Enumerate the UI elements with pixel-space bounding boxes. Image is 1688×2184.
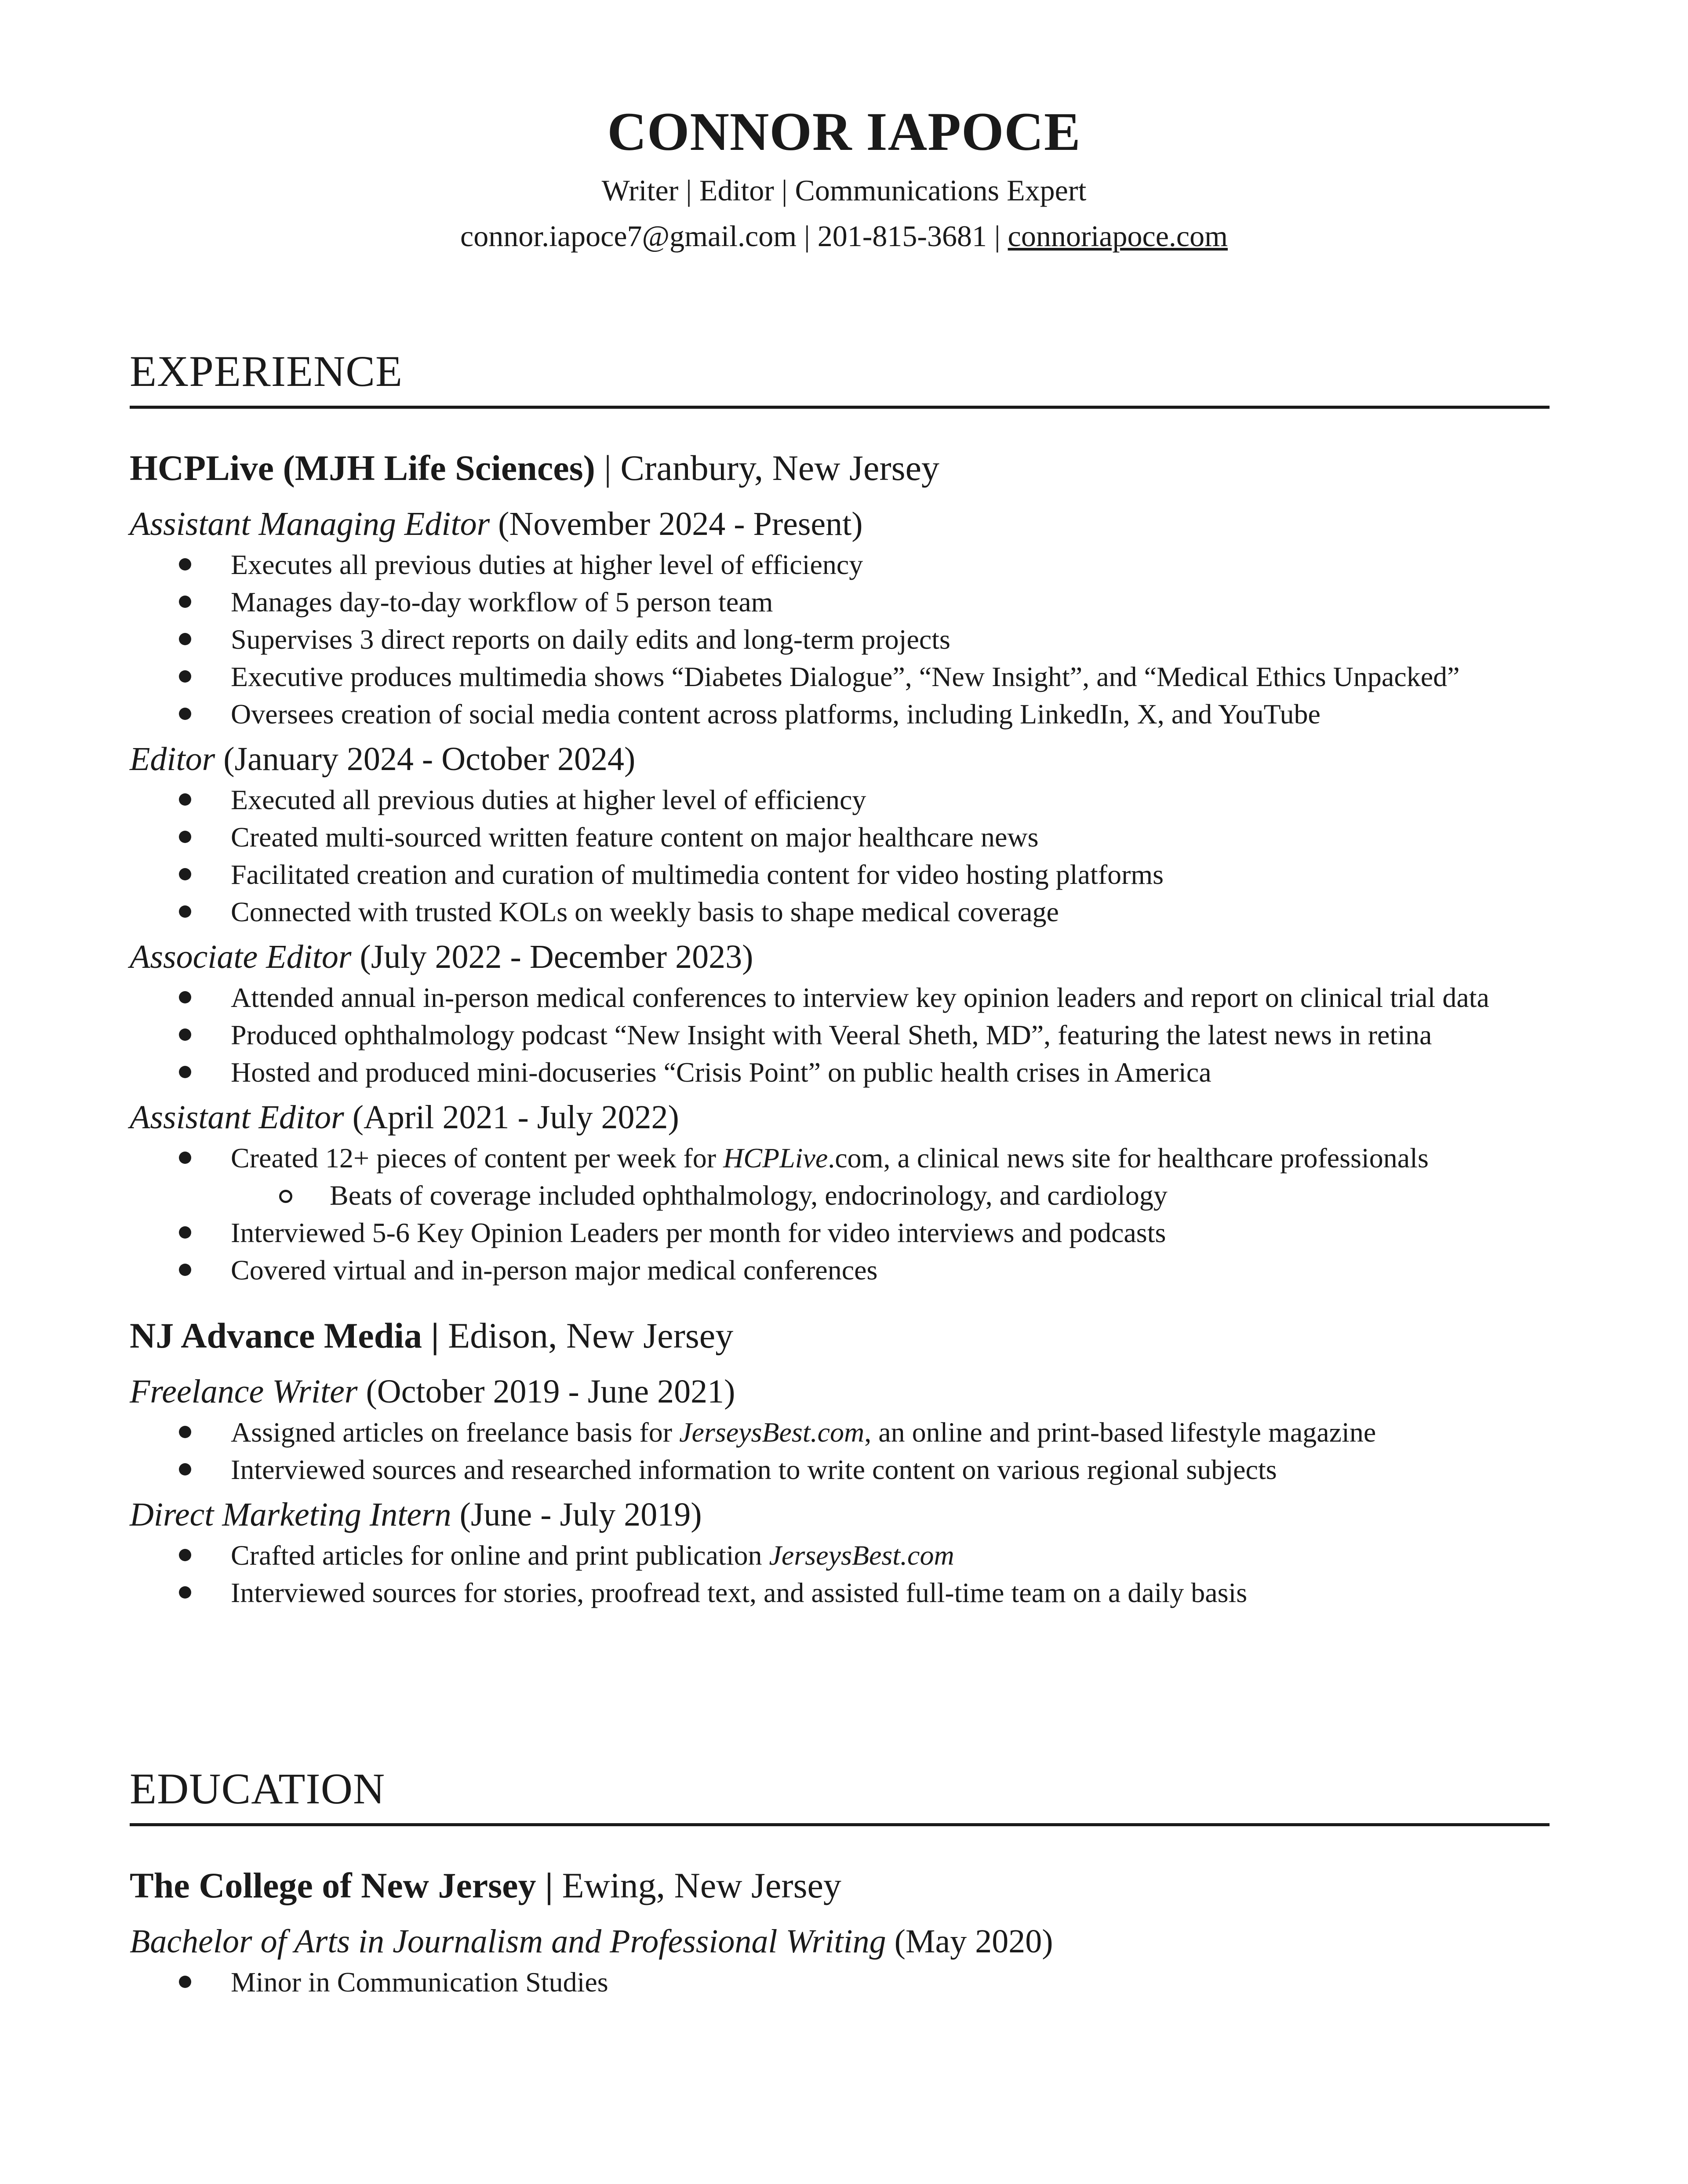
bullet-list	[130, 781, 1550, 930]
bullet-icon	[179, 831, 191, 843]
degree-heading	[130, 1919, 1550, 1963]
email-text: connor.iapoce7@gmail.com	[460, 219, 797, 253]
bullet-icon	[179, 1426, 191, 1438]
bullet-text: Connected with trusted KOLs on weekly basis to shape medical coverage	[231, 896, 1059, 927]
bullet-icon	[179, 708, 191, 720]
list-item	[130, 1537, 1550, 1574]
bullet-text: Beats of coverage included ophthalmology, endocrinology, and cardiology	[330, 1180, 1168, 1211]
list-item	[130, 856, 1550, 893]
list-item	[130, 1451, 1550, 1488]
bullet-text: Created 12+ pieces of content per week for	[231, 1142, 724, 1174]
bullet-icon	[179, 868, 191, 880]
list-item	[130, 1574, 1550, 1611]
bullet-text: Hosted and produced mini-docuseries “Crisis Point” on public health crises in America	[231, 1057, 1211, 1088]
bullet-text: , an online and print-based lifestyle magazine	[864, 1417, 1376, 1448]
bullet-icon	[179, 558, 191, 571]
list-item	[130, 893, 1550, 930]
school-heading	[130, 1861, 1550, 1910]
list-item	[130, 1054, 1550, 1091]
contact-separator: |	[797, 219, 818, 253]
bullet-text: .com, a clinical news site for healthcare professionals	[828, 1142, 1429, 1174]
bullet-text: Minor in Communication Studies	[231, 1966, 608, 1998]
role-heading	[130, 1095, 1550, 1139]
hollow-bullet-icon	[279, 1190, 292, 1203]
bullet-text: Executive produces multimedia shows “Diabetes Dialogue”, “New Insight”, and “Medical Ethics Unpacked”	[231, 661, 1460, 692]
bullet-icon	[179, 991, 191, 1003]
experience-section	[130, 345, 1550, 1611]
bullet-icon	[179, 905, 191, 918]
tagline: Writer | Editor | Communications Expert	[601, 174, 1087, 207]
bullet-text: Executes all previous duties at higher level of efficiency	[231, 549, 863, 580]
phone-text: 201-815-3681	[817, 219, 987, 253]
section-divider	[130, 406, 1550, 409]
bullet-icon	[179, 1549, 191, 1561]
bullet-icon	[179, 1976, 191, 1988]
org-location: Edison, New Jersey	[439, 1315, 734, 1355]
list-item	[130, 818, 1550, 856]
contact-separator: |	[987, 219, 1008, 253]
list-item	[130, 1139, 1550, 1177]
role-title: Assistant Managing Editor	[130, 505, 490, 542]
list-item	[130, 1414, 1550, 1451]
role-title: Freelance Writer	[130, 1373, 358, 1410]
bullet-list	[130, 1963, 1550, 2001]
bullet-text: Executed all previous duties at higher level of efficiency	[231, 784, 866, 815]
role-title: Editor	[130, 741, 215, 778]
bullet-text: Created multi-sourced written feature content on major healthcare news	[231, 821, 1039, 853]
bullet-text: Assigned articles on freelance basis for	[231, 1417, 680, 1448]
list-item	[130, 583, 1550, 621]
bullet-icon	[179, 1152, 191, 1164]
bullet-list	[130, 546, 1550, 733]
org-location: | Cranbury, New Jersey	[595, 448, 939, 488]
bullet-list	[130, 1537, 1550, 1611]
publication-name: JerseysBest.com	[679, 1417, 865, 1448]
role-heading	[130, 1493, 1550, 1537]
org-heading	[130, 1312, 1550, 1360]
role-dates: (January 2024 - October 2024)	[215, 741, 636, 778]
school-location: Ewing, New Jersey	[553, 1865, 841, 1905]
bullet-list	[130, 1139, 1550, 1289]
role-dates: (October 2019 - June 2021)	[357, 1373, 735, 1410]
section-title: EDUCATION	[130, 1764, 386, 1813]
bullet-text: Interviewed 5-6 Key Opinion Leaders per month for video interviews and podcasts	[231, 1217, 1166, 1248]
bullet-text: Interviewed sources for stories, proofread text, and assisted full-time team on a daily basis	[231, 1577, 1248, 1608]
role-heading	[130, 935, 1550, 979]
bullet-icon	[179, 596, 191, 608]
bullet-icon	[179, 1226, 191, 1239]
bullet-text: Supervises 3 direct reports on daily edits and long-term projects	[231, 624, 950, 655]
bullet-icon	[179, 1463, 191, 1475]
bullet-text: Oversees creation of social media content across platforms, including LinkedIn, X, and YouTube	[231, 698, 1321, 730]
degree-date: (May 2020)	[886, 1923, 1053, 1960]
bullet-icon	[179, 1586, 191, 1599]
bullet-icon	[179, 1066, 191, 1078]
role-dates: (April 2021 - July 2022)	[344, 1099, 679, 1136]
education-section	[130, 1762, 1550, 2001]
bullet-icon	[179, 1028, 191, 1041]
org-name: NJ Advance Media |	[130, 1315, 439, 1355]
role-dates: (July 2022 - December 2023)	[351, 938, 753, 975]
list-item	[130, 546, 1550, 583]
section-title: EXPERIENCE	[130, 347, 403, 396]
resume-header	[0, 99, 1688, 258]
org-name: HCPLive (MJH Life Sciences)	[130, 448, 595, 488]
list-item	[130, 1251, 1550, 1289]
bullet-text: Produced ophthalmology podcast “New Insight with Veeral Sheth, MD”, featuring the latest news in retina	[231, 1019, 1432, 1050]
bullet-text: Covered virtual and in-person major medical conferences	[231, 1254, 878, 1286]
bullet-list	[130, 979, 1550, 1091]
role-dates: (November 2024 - Present)	[490, 505, 863, 542]
list-item	[130, 1963, 1550, 2001]
list-item	[130, 658, 1550, 695]
role-title: Direct Marketing Intern	[130, 1496, 451, 1533]
bullet-text: Facilitated creation and curation of multimedia content for video hosting platforms	[231, 859, 1164, 890]
publication-name: JerseysBest.com	[769, 1540, 954, 1571]
section-divider	[130, 1823, 1550, 1826]
sub-list-item	[130, 1177, 1550, 1214]
list-item	[130, 1016, 1550, 1054]
degree-title: Bachelor of Arts in Journalism and Professional Writing	[130, 1923, 886, 1960]
website-link[interactable]: connoriapoce.com	[1008, 219, 1228, 253]
publication-name: HCPLive	[723, 1142, 828, 1174]
list-item	[130, 781, 1550, 818]
bullet-icon	[179, 670, 191, 683]
org-heading	[130, 444, 1550, 492]
list-item	[130, 621, 1550, 658]
role-dates: (June - July 2019)	[451, 1496, 702, 1533]
role-heading	[130, 1370, 1550, 1414]
bullet-list	[130, 1414, 1550, 1488]
role-title: Assistant Editor	[130, 1099, 344, 1136]
bullet-icon	[179, 1264, 191, 1276]
bullet-text: Manages day-to-day workflow of 5 person team	[231, 586, 773, 618]
role-heading	[130, 737, 1550, 781]
contact-line	[0, 214, 1688, 258]
list-item	[130, 1214, 1550, 1251]
bullet-text: Interviewed sources and researched information to write content on various regional subjects	[231, 1454, 1277, 1485]
school-name: The College of New Jersey |	[130, 1865, 553, 1905]
role-title: Associate Editor	[130, 938, 352, 975]
list-item	[130, 979, 1550, 1016]
list-item	[130, 695, 1550, 733]
bullet-icon	[179, 793, 191, 806]
bullet-text: Attended annual in-person medical conferences to interview key opinion leaders and report on clinical trial data	[231, 982, 1489, 1013]
candidate-name: CONNOR IAPOCE	[607, 102, 1081, 162]
bullet-icon	[179, 633, 191, 645]
role-heading	[130, 502, 1550, 546]
bullet-text: Crafted articles for online and print publication	[231, 1540, 769, 1571]
